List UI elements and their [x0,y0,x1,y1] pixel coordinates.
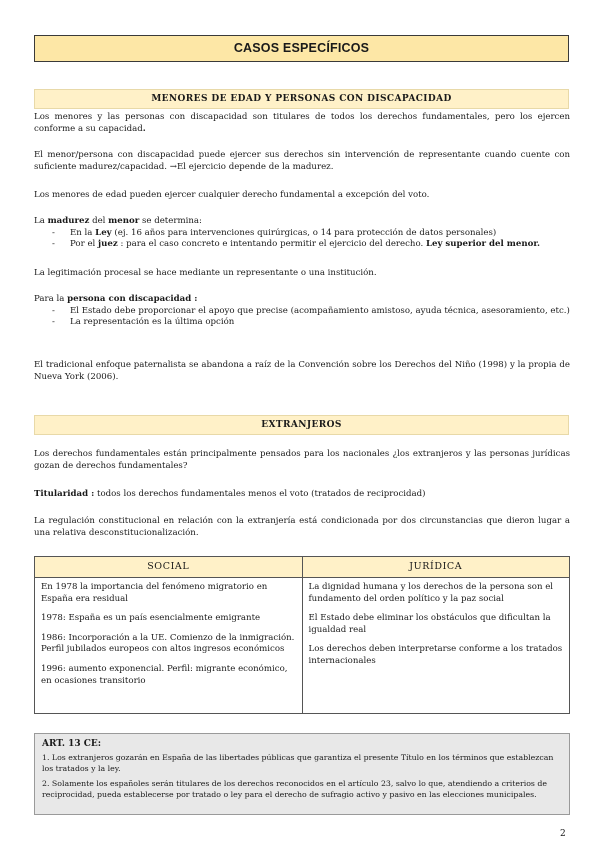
discapacidad-block: Para la persona con discapacidad : - El Estado debe proporcionar el apoyo que precise (acompañamiento amistoso, ayuda técnica, asesoramiento, etc.) - La representación es la última opción [34,294,570,329]
list-item: 1996: aumento exponencial. Perfil: migrante económico, en ocasiones transitorio [41,663,288,686]
section-heading-extranjeros: EXTRANJEROS [34,415,569,435]
paragraph-legitimacion: La legitimación procesal se hace mediante un representante o una institución. [34,268,377,278]
column-header-social: SOCIAL [35,557,303,578]
article-paragraph-2: 2. Solamente los españoles serán titulares de los derechos reconocidos en el artículo 23, salvo lo que, atendiendo a criterios de reciprocidad, pueda establecerse por tratado o ley para el derecho de sufragio activo y pasivo en las elecciones municipales. [42,779,547,800]
article-title: ART. 13 CE: [42,739,102,749]
list-item: El Estado debe eliminar los obstáculos que dificultan la igualdad real [308,613,551,635]
list-item: Los derechos deben interpretarse conforme a los tratados internacionales [308,644,563,666]
list-item: En 1978 la importancia del fenómeno migratorio en España era residual [41,582,268,604]
page-number: 2 [560,829,566,839]
list-item: La dignidad humana y los derechos de la persona son el fundamento del orden político y la paz social [308,582,554,604]
paragraph-ejercicio: El menor/persona con discapacidad puede ejercer sus derechos sin intervención de representante cuando cuente con suficiente madurez/capacidad. →El ejercicio depende de la madurez. [34,150,570,172]
article-13-box [34,733,570,815]
list-item: - En la Ley (ej. 16 años para intervenciones quirúrgicas, o 14 para protección de datos personales) [34,228,570,240]
madurez-block: La madurez del menor se determina: - En la Ley (ej. 16 años para intervenciones quirúrgicas, o 14 para protección de datos personales) - Por el juez : para el caso concreto e intentando permitir el ejercicio del derecho. Ley superior del menor. [34,216,570,251]
table-cell-social [35,578,303,714]
article-paragraph-1: 1. Los extranjeros gozarán en España de las libertades públicas que garantiza el presente Título en los términos que establezcan los tratados y la ley. [42,752,554,773]
list-item: - La representación es la última opción [34,317,570,329]
discapacidad-list [34,306,570,329]
paragraph-voto: Los menores de edad pueden ejercer cualquier derecho fundamental a excepción del voto. [34,190,430,200]
section-heading-menores: MENORES DE EDAD Y PERSONAS CON DISCAPACIDAD [34,89,569,109]
paragraph-regulacion: La regulación constitucional en relación con la extranjería está condicionada por dos circunstancias que dieron lugar a una relativa desconstitucionalización. [34,516,570,538]
arrow-icon: → [169,161,177,172]
column-header-juridica: JURÍDICA [302,557,570,578]
paragraph-titularidad: Titularidad : todos los derechos fundamentales menos el voto (tratados de reciprocidad) [34,489,426,499]
paragraph-enfoque: El tradicional enfoque paternalista se abandona a raíz de la Convención sobre los Derechos del Niño (1998) y la propia de Nueva York (2006). [34,360,570,382]
list-item: 1986: Incorporación a la UE. Comienzo de la inmigración. Perfil jubilados europeos con altos ingresos económicos [41,632,295,655]
comparison-table [34,556,570,714]
table-cell-juridica [302,578,570,714]
list-item: - Por el juez : para el caso concreto e intentando permitir el ejercicio del derecho. Ley superior del menor. [34,239,570,251]
list-item: 1978: España es un país esencialmente emigrante [41,613,261,624]
madurez-list [34,228,570,251]
paragraph-derechos-nacionales: Los derechos fundamentales están principalmente pensados para los nacionales ¿los extranjeros y las personas jurídicas gozan de derechos fundamentales? [34,449,570,471]
paragraph-titulares: Los menores y las personas con discapacidad son titulares de todos los derechos fundamentales, pero los ejercen conforme a su capacidad. [34,112,570,134]
list-item: - El Estado debe proporcionar el apoyo que precise (acompañamiento amistoso, ayuda técnica, asesoramiento, etc.) [34,306,570,318]
page-title: CASOS ESPECÍFICOS [34,35,569,62]
